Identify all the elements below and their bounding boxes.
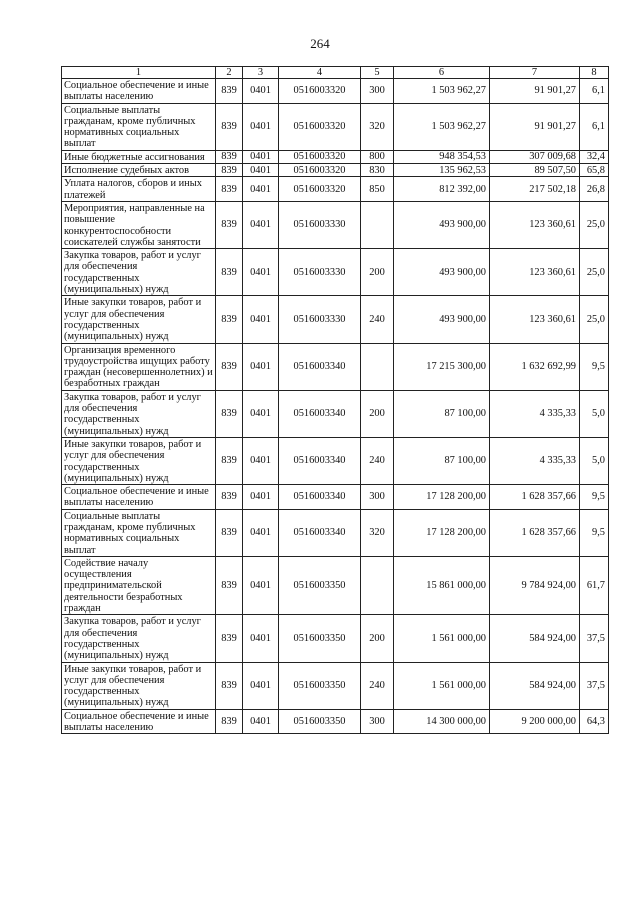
cell-col-3: 0401: [243, 103, 279, 150]
cell-col-2: 839: [216, 390, 243, 437]
column-header: 3: [243, 67, 279, 79]
table-row: [62, 709, 609, 734]
cell-name: Мероприятия, направленные на повышение конкурентоспособности соискателей службы занятости: [62, 201, 216, 248]
table-row: [62, 662, 609, 709]
cell-col-2: 839: [216, 177, 243, 202]
cell-name: Иные закупки товаров, работ и услуг для обеспечения государственных (муниципальных) нужд: [62, 437, 216, 484]
table-row: [62, 201, 609, 248]
cell-col-3: 0401: [243, 390, 279, 437]
cell-name: Социальные выплаты гражданам, кроме публичных нормативных социальных выплат: [62, 103, 216, 150]
column-header: 4: [279, 67, 361, 79]
cell-col-8: 6,1: [580, 79, 609, 104]
cell-col-5: 300: [361, 709, 394, 734]
cell-name: Социальные выплаты гражданам, кроме публичных нормативных социальных выплат: [62, 509, 216, 556]
table-row: [62, 556, 609, 614]
cell-col-5: 300: [361, 79, 394, 104]
cell-col-5: 830: [361, 164, 394, 177]
cell-col-4: 0516003330: [279, 296, 361, 343]
column-header: 2: [216, 67, 243, 79]
cell-col-6: 135 962,53: [394, 164, 490, 177]
cell-col-7: 1 632 692,99: [490, 343, 580, 390]
column-header: 7: [490, 67, 580, 79]
cell-col-2: 839: [216, 343, 243, 390]
cell-col-8: 5,0: [580, 437, 609, 484]
cell-col-2: 839: [216, 150, 243, 163]
cell-col-3: 0401: [243, 164, 279, 177]
cell-col-5: 200: [361, 615, 394, 662]
cell-col-2: 839: [216, 79, 243, 104]
cell-col-8: 25,0: [580, 296, 609, 343]
cell-col-3: 0401: [243, 437, 279, 484]
cell-name: Иные закупки товаров, работ и услуг для обеспечения государственных (муниципальных) нужд: [62, 662, 216, 709]
cell-col-4: 0516003350: [279, 709, 361, 734]
table-row: [62, 177, 609, 202]
cell-col-6: 17 215 300,00: [394, 343, 490, 390]
page-number: 264: [310, 36, 330, 51]
cell-col-7: 307 009,68: [490, 150, 580, 163]
cell-col-8: 9,5: [580, 343, 609, 390]
cell-col-5: 240: [361, 662, 394, 709]
cell-col-7: 9 200 000,00: [490, 709, 580, 734]
cell-col-4: 0516003320: [279, 164, 361, 177]
cell-col-5: 320: [361, 509, 394, 556]
cell-col-2: 839: [216, 164, 243, 177]
cell-col-3: 0401: [243, 485, 279, 510]
column-header: 6: [394, 67, 490, 79]
cell-col-7: 91 901,27: [490, 103, 580, 150]
cell-col-6: 14 300 000,00: [394, 709, 490, 734]
cell-col-7: 91 901,27: [490, 79, 580, 104]
cell-col-8: 61,7: [580, 556, 609, 614]
cell-col-4: 0516003330: [279, 201, 361, 248]
cell-name: Социальное обеспечение и иные выплаты населению: [62, 79, 216, 104]
cell-name: Социальное обеспечение и иные выплаты населению: [62, 485, 216, 510]
cell-col-3: 0401: [243, 343, 279, 390]
cell-col-6: 15 861 000,00: [394, 556, 490, 614]
cell-col-6: 1 561 000,00: [394, 615, 490, 662]
cell-col-2: 839: [216, 485, 243, 510]
cell-col-6: 87 100,00: [394, 390, 490, 437]
cell-col-4: 0516003340: [279, 343, 361, 390]
table-row: [62, 390, 609, 437]
cell-col-3: 0401: [243, 296, 279, 343]
table-row: [62, 485, 609, 510]
cell-col-2: 839: [216, 709, 243, 734]
cell-col-3: 0401: [243, 509, 279, 556]
cell-name: Исполнение судебных актов: [62, 164, 216, 177]
cell-col-8: 32,4: [580, 150, 609, 163]
cell-col-7: 9 784 924,00: [490, 556, 580, 614]
cell-col-7: 123 360,61: [490, 201, 580, 248]
cell-col-3: 0401: [243, 662, 279, 709]
cell-col-4: 0516003320: [279, 177, 361, 202]
table-header-row: [62, 67, 609, 79]
cell-col-3: 0401: [243, 615, 279, 662]
cell-col-8: 9,5: [580, 485, 609, 510]
cell-col-6: 1 503 962,27: [394, 79, 490, 104]
cell-col-3: 0401: [243, 709, 279, 734]
table-row: [62, 437, 609, 484]
cell-col-7: 4 335,33: [490, 390, 580, 437]
cell-col-7: 123 360,61: [490, 296, 580, 343]
column-header: 1: [62, 67, 216, 79]
cell-col-3: 0401: [243, 79, 279, 104]
cell-col-2: 839: [216, 249, 243, 296]
column-header: 5: [361, 67, 394, 79]
cell-col-5: [361, 556, 394, 614]
table-row: [62, 296, 609, 343]
cell-col-4: 0516003350: [279, 662, 361, 709]
cell-col-7: 584 924,00: [490, 615, 580, 662]
cell-col-2: 839: [216, 296, 243, 343]
cell-col-8: 37,5: [580, 615, 609, 662]
cell-col-6: 1 503 962,27: [394, 103, 490, 150]
table-row: [62, 615, 609, 662]
cell-col-2: 839: [216, 509, 243, 556]
cell-col-5: 240: [361, 437, 394, 484]
table-row: [62, 150, 609, 163]
table-row: [62, 343, 609, 390]
cell-col-6: 948 354,53: [394, 150, 490, 163]
cell-col-5: 800: [361, 150, 394, 163]
table-row: [62, 509, 609, 556]
cell-col-4: 0516003330: [279, 249, 361, 296]
cell-col-6: 493 900,00: [394, 296, 490, 343]
cell-name: Закупка товаров, работ и услуг для обеспечения государственных (муниципальных) нужд: [62, 390, 216, 437]
cell-col-3: 0401: [243, 177, 279, 202]
cell-col-7: 1 628 357,66: [490, 485, 580, 510]
cell-col-4: 0516003340: [279, 437, 361, 484]
cell-col-4: 0516003350: [279, 615, 361, 662]
cell-col-5: [361, 343, 394, 390]
cell-col-4: 0516003320: [279, 103, 361, 150]
cell-col-5: [361, 201, 394, 248]
cell-col-5: 240: [361, 296, 394, 343]
cell-col-3: 0401: [243, 201, 279, 248]
cell-col-6: 493 900,00: [394, 201, 490, 248]
cell-name: Закупка товаров, работ и услуг для обеспечения государственных (муниципальных) нужд: [62, 615, 216, 662]
cell-col-7: 123 360,61: [490, 249, 580, 296]
cell-col-8: 65,8: [580, 164, 609, 177]
cell-col-5: 300: [361, 485, 394, 510]
cell-col-4: 0516003340: [279, 509, 361, 556]
cell-col-6: 1 561 000,00: [394, 662, 490, 709]
cell-name: Уплата налогов, сборов и иных платежей: [62, 177, 216, 202]
cell-col-4: 0516003350: [279, 556, 361, 614]
table-row: [62, 79, 609, 104]
table-row: [62, 103, 609, 150]
cell-col-8: 25,0: [580, 201, 609, 248]
table-row: [62, 164, 609, 177]
cell-col-4: 0516003340: [279, 485, 361, 510]
cell-name: Содействие началу осуществления предпринимательской деятельности безработных граждан: [62, 556, 216, 614]
cell-col-2: 839: [216, 201, 243, 248]
table-row: [62, 249, 609, 296]
cell-col-6: 493 900,00: [394, 249, 490, 296]
cell-col-3: 0401: [243, 249, 279, 296]
cell-col-8: 5,0: [580, 390, 609, 437]
cell-col-2: 839: [216, 103, 243, 150]
budget-table: [61, 66, 609, 734]
cell-col-8: 64,3: [580, 709, 609, 734]
cell-col-8: 26,8: [580, 177, 609, 202]
cell-name: Организация временного трудоустройства ищущих работу граждан (несовершеннолетних) и безработных граждан: [62, 343, 216, 390]
cell-col-4: 0516003320: [279, 150, 361, 163]
cell-col-7: 4 335,33: [490, 437, 580, 484]
cell-col-5: 320: [361, 103, 394, 150]
cell-col-6: 812 392,00: [394, 177, 490, 202]
cell-name: Иные закупки товаров, работ и услуг для обеспечения государственных (муниципальных) нужд: [62, 296, 216, 343]
cell-col-6: 87 100,00: [394, 437, 490, 484]
cell-col-8: 37,5: [580, 662, 609, 709]
cell-col-5: 200: [361, 249, 394, 296]
cell-col-3: 0401: [243, 556, 279, 614]
cell-col-7: 1 628 357,66: [490, 509, 580, 556]
cell-col-2: 839: [216, 615, 243, 662]
cell-col-2: 839: [216, 556, 243, 614]
cell-col-2: 839: [216, 662, 243, 709]
cell-col-4: 0516003320: [279, 79, 361, 104]
cell-col-3: 0401: [243, 150, 279, 163]
column-header: 8: [580, 67, 609, 79]
cell-name: Иные бюджетные ассигнования: [62, 150, 216, 163]
cell-name: Социальное обеспечение и иные выплаты населению: [62, 709, 216, 734]
cell-name: Закупка товаров, работ и услуг для обеспечения государственных (муниципальных) нужд: [62, 249, 216, 296]
cell-col-6: 17 128 200,00: [394, 509, 490, 556]
cell-col-5: 850: [361, 177, 394, 202]
cell-col-6: 17 128 200,00: [394, 485, 490, 510]
cell-col-5: 200: [361, 390, 394, 437]
cell-col-4: 0516003340: [279, 390, 361, 437]
cell-col-2: 839: [216, 437, 243, 484]
table-body: [62, 79, 609, 734]
cell-col-7: 217 502,18: [490, 177, 580, 202]
cell-col-7: 584 924,00: [490, 662, 580, 709]
cell-col-8: 6,1: [580, 103, 609, 150]
cell-col-7: 89 507,50: [490, 164, 580, 177]
cell-col-8: 25,0: [580, 249, 609, 296]
cell-col-8: 9,5: [580, 509, 609, 556]
